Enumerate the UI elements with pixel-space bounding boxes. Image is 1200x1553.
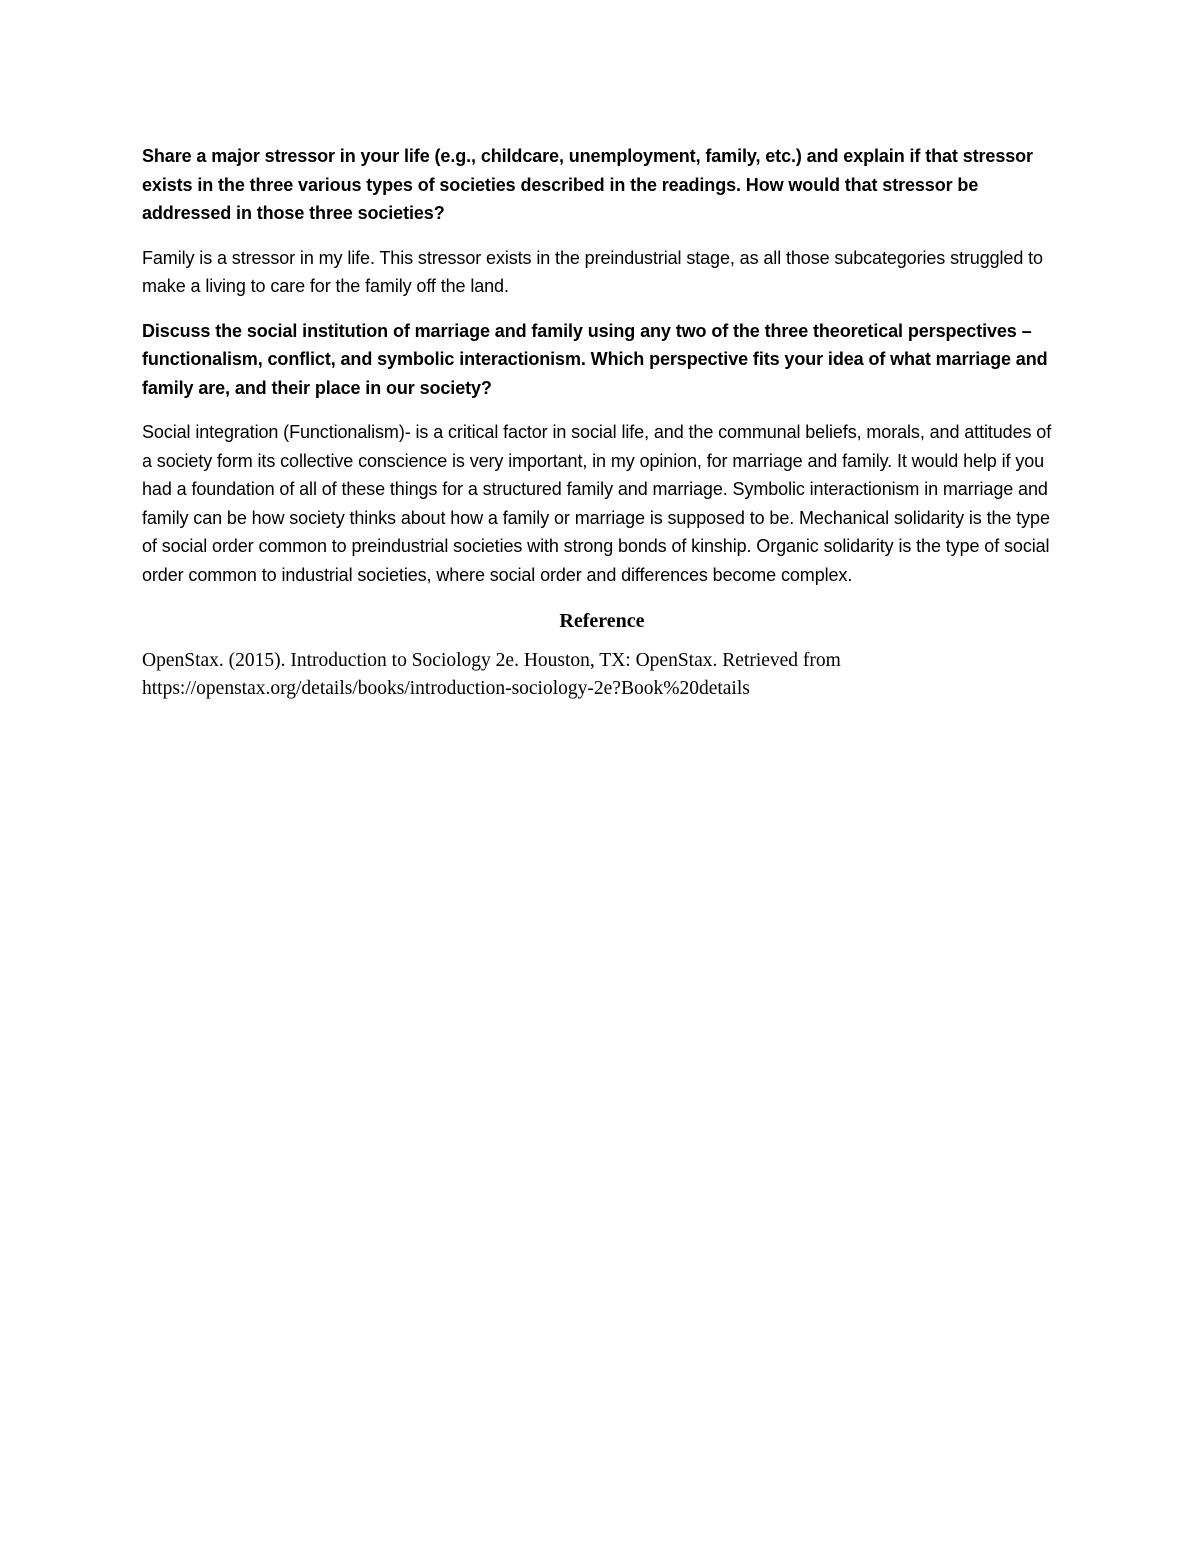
question-1: Share a major stressor in your life (e.g., childcare, unemployment, family, etc.) and explain if that stressor exists in the three various types of societies described in the readings. How would that stressor be addressed in those three societies? <box>142 146 1033 223</box>
document-body <box>142 142 1062 702</box>
reference-heading: Reference <box>559 610 645 632</box>
answer-1: Family is a stressor in my life. This stressor exists in the preindustrial stage, as all those subcategories struggled to make a living to care for the family off the land. <box>142 247 1043 296</box>
question-2: Discuss the social institution of marriage and family using any two of the three theoretical perspectives – functionalism, conflict, and symbolic interactionism. Which perspective fits your idea of what marriage and family are, and their place in our society? <box>142 320 1048 398</box>
reference-text: OpenStax. (2015). Introduction to Sociology 2e. Houston, TX: OpenStax. Retrieved from <box>142 650 841 671</box>
reference-url: https://openstax.org/details/books/introduction-sociology-2e?Book%20details <box>142 677 750 699</box>
reference-entry <box>142 647 1062 702</box>
answer-2: Social integration (Functionalism)- is a critical factor in social life, and the communal beliefs, morals, and attitudes of a society form its collective conscience is very important, in my opinion, for marriage and family. It would help if you had a foundation of all of these things for a structured family and marriage. Symbolic interactionism in marriage and family can be how society thinks about how a family or marriage is supposed to be. Mechanical solidarity is the type of social order common to preindustrial societies with strong bonds of kinship. Organic solidarity is the type of social order common to industrial societies, where social order and differences become complex. <box>142 422 1052 585</box>
